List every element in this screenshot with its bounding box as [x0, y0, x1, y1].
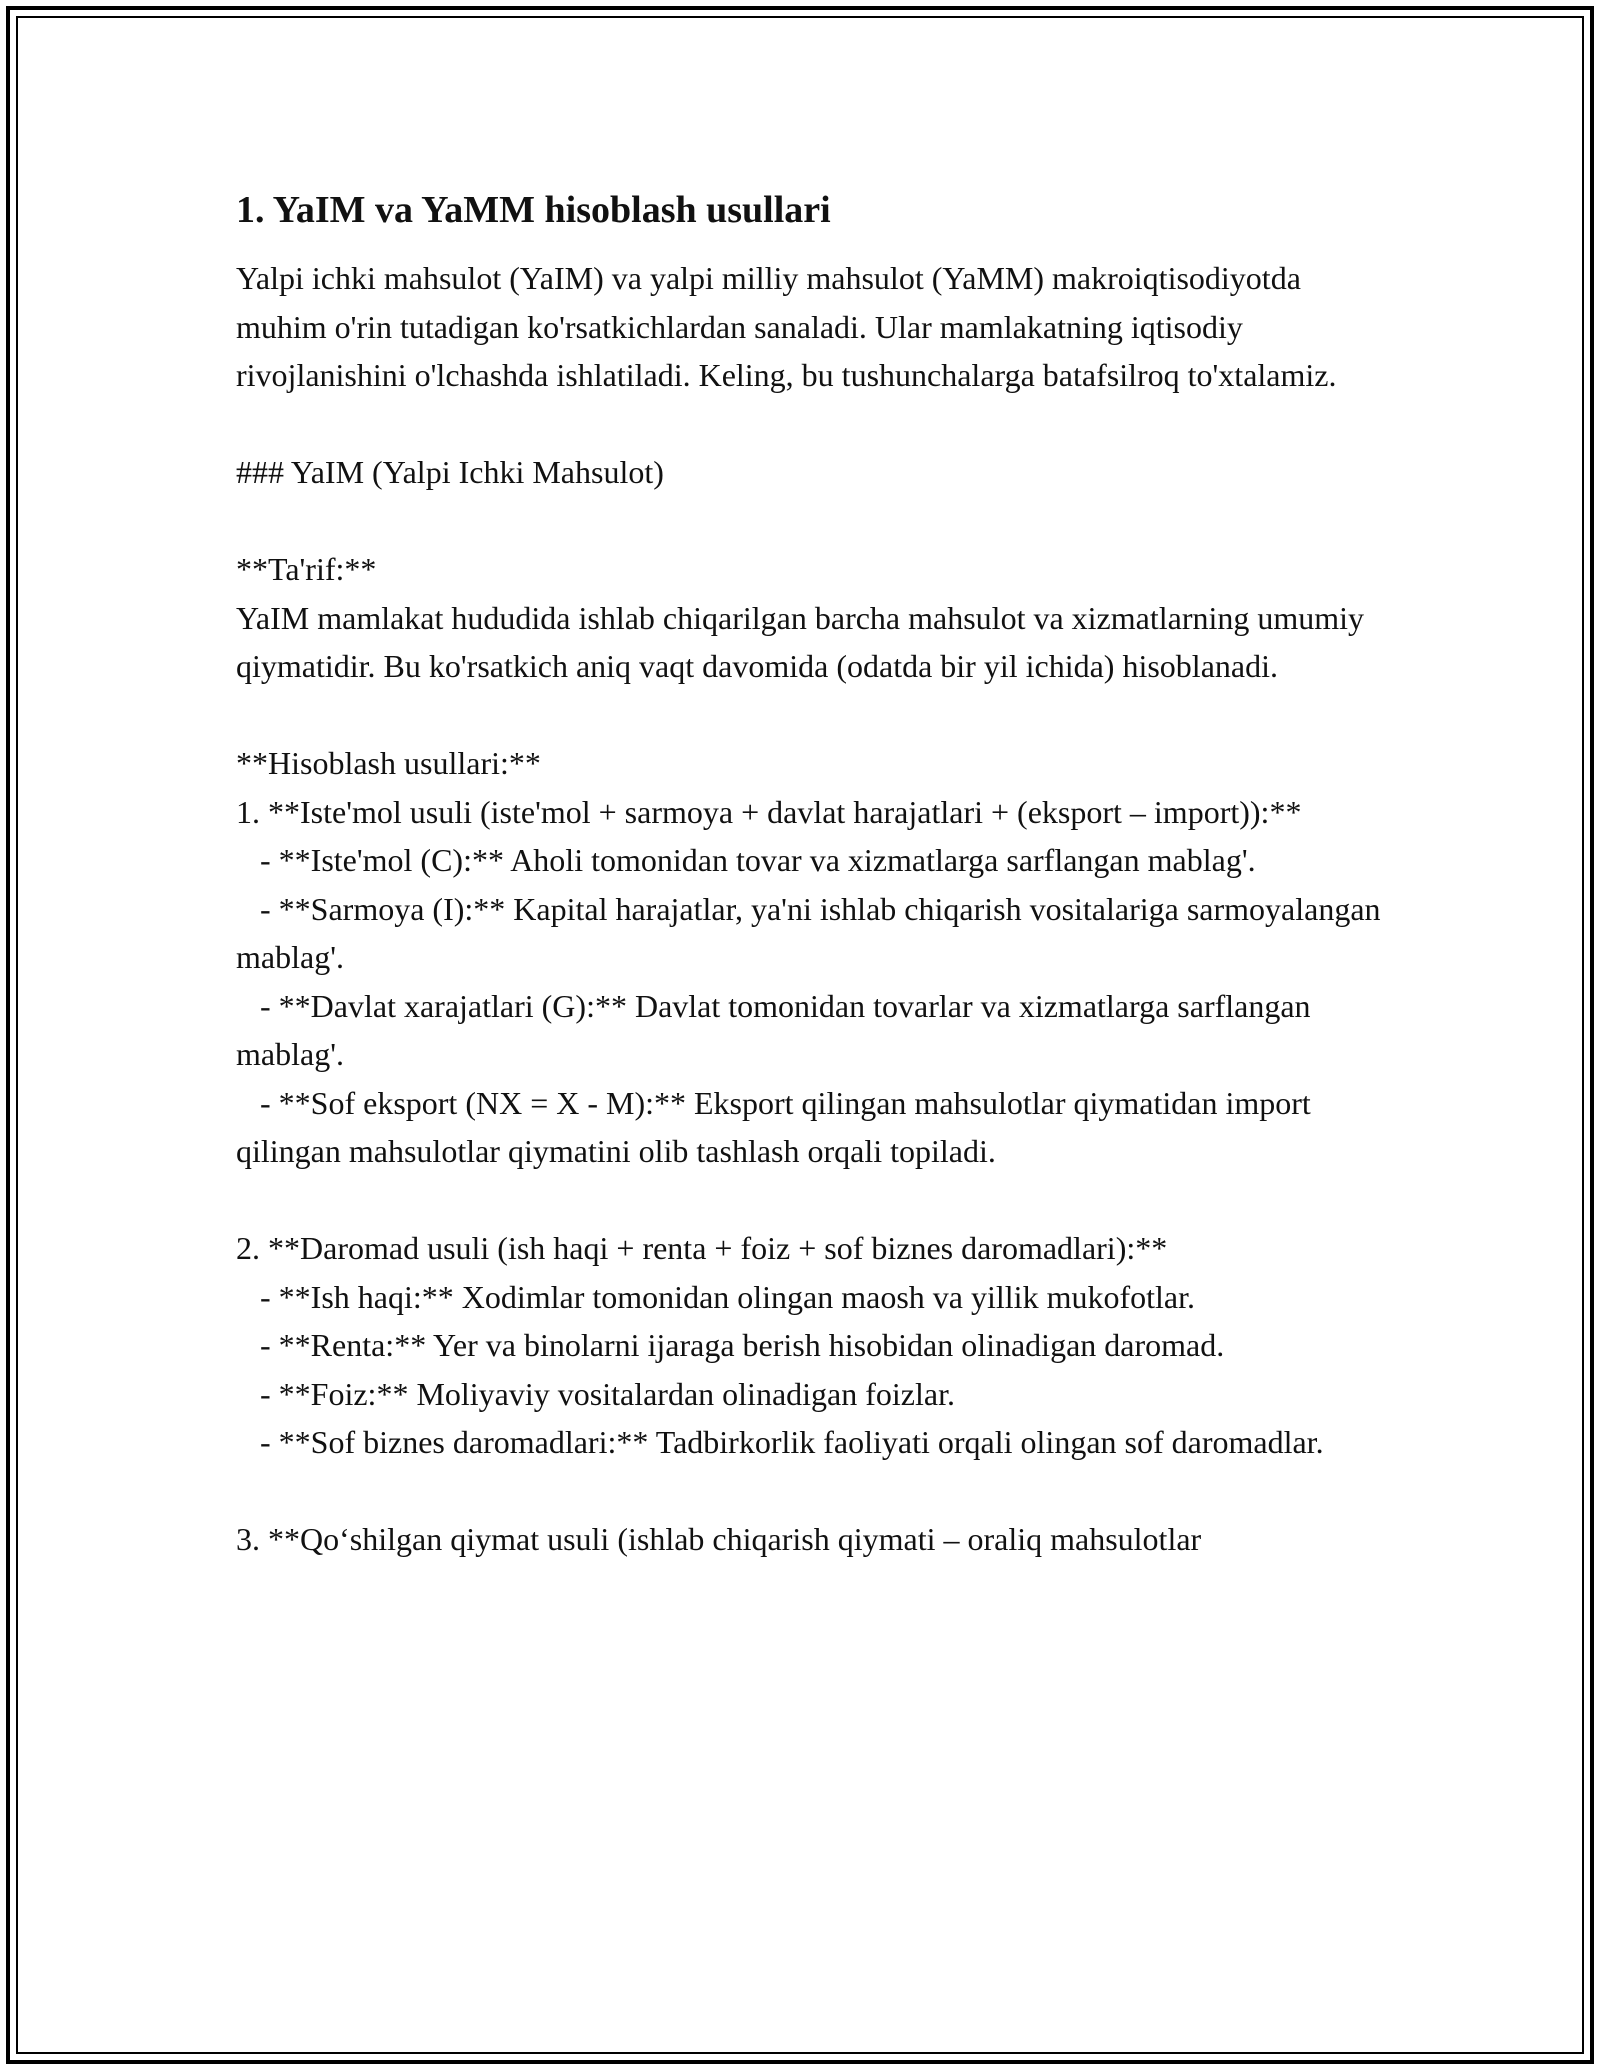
document-title: 1. YaIM va YaMM hisoblash usullari: [236, 189, 831, 231]
spacer: [236, 1176, 1386, 1225]
method-2-heading: 2. **Daromad usuli (ish haqi + renta + foiz + sof biznes daromadlari):**: [236, 1230, 1168, 1266]
method-2-item: - **Renta:** Yer va binolarni ijaraga berish hisobidan olinadigan daromad.: [236, 1327, 1225, 1363]
spacer: [236, 691, 1386, 740]
method-2-item: - **Foiz:** Moliyaviy vositalardan olinadigan foizlar.: [236, 1375, 955, 1412]
definition-label: **Ta'rif:**: [236, 551, 377, 587]
method-3-heading: 3. **Qo‘shilgan qiymat usuli (ishlab chiqarish qiymati – oraliq mahsulotlar: [236, 1521, 1202, 1557]
spacer: [236, 497, 1386, 546]
method-2-item: - **Ish haqi:** Xodimlar tomonidan olingan maosh va yillik mukofotlar.: [236, 1278, 1195, 1315]
methods-label: **Hisoblash usullari:**: [236, 745, 541, 781]
spacer: [236, 400, 1386, 449]
method-2-item: - **Sof biznes daromadlari:** Tadbirkorlik faoliyati orqali olingan sof daromadlar.: [236, 1424, 1324, 1460]
intro-paragraph: Yalpi ichki mahsulot (YaIM) va yalpi milliy mahsulot (YaMM) makroiqtisodiyotda muhim o'rin tutadigan ko'rsatkichlardan sanaladi. Ular mamlakatning iqtisodiy rivojlanishini o'lchashda ishlatiladi. Keling, bu tushunchalarga batafsilroq to'xtalamiz.: [236, 260, 1337, 393]
method-1-item: - **Davlat xarajatlari (G):** Davlat tomonidan tovarlar va xizmatlarga sarflangan mablag'.: [236, 987, 1319, 1072]
spacer: [236, 1467, 1386, 1516]
section-heading: ### YaIM (Yalpi Ichki Mahsulot): [236, 454, 664, 490]
definition-text: YaIM mamlakat hududida ishlab chiqarilgan barcha mahsulot va xizmatlarning umumiy qiymatidir. Bu ko'rsatkich aniq vaqt davomida (odatda bir yil ichida) hisoblanadi.: [236, 599, 1373, 684]
document-body: [236, 186, 1389, 1564]
method-1-heading: 1. **Iste'mol usuli (iste'mol + sarmoya + davlat harajatlari + (eksport – import)):**: [236, 793, 1302, 830]
method-1-item: - **Sof eksport (NX = X - M):** Eksport qilingan mahsulotlar qiymatidan import qilingan mahsulotlar qiymatini olib tashlash orqali topiladi.: [236, 1084, 1319, 1169]
method-1-item: - **Iste'mol (C):** Aholi tomonidan tovar va xizmatlarga sarflangan mablag'.: [236, 842, 1256, 878]
method-1-item: - **Sarmoya (I):** Kapital harajatlar, ya'ni ishlab chiqarish vositalariga sarmoyalangan mablag'.: [236, 890, 1389, 975]
